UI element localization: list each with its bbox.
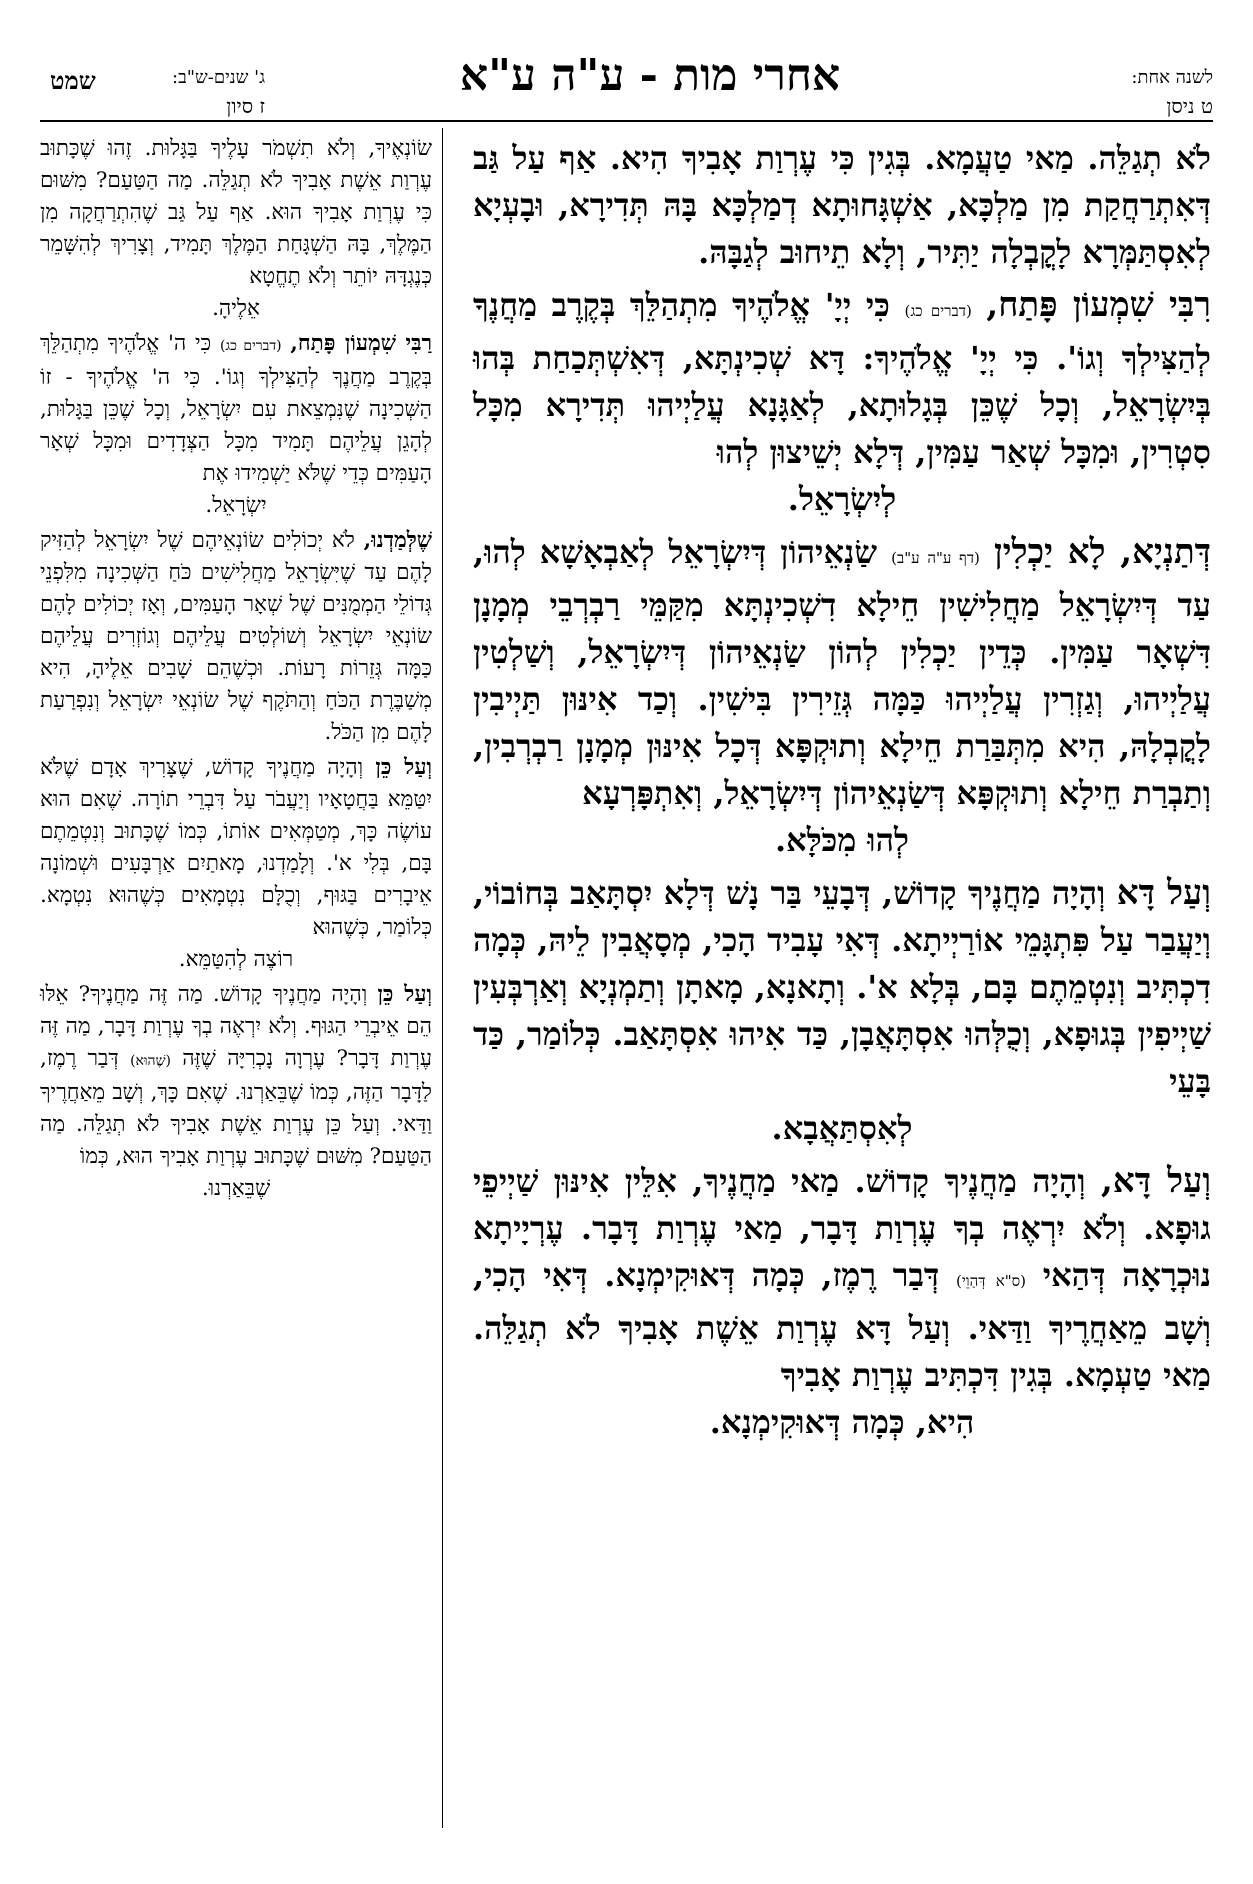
main-paragraph (473, 870, 1211, 1152)
paragraph-opener: דְּתַנְיָא, לָא יַכְלִין (994, 532, 1212, 572)
translation-paragraph (40, 979, 432, 1205)
page-reference: (דף ע"ה ע"ב) (891, 549, 980, 567)
main-text: לֹא תְגַלֵּה. מַאי טַעֲמָא. בְּגִין כִּי עֶרְוַת אָבִיךָ הִיא. אַף עַל גַּב דְּאִתְרַחֲקַת מִן מַלְכָּא, אַשְׁגָּחוּתָא דְמַלְכָּא בָּהּ תְּדִירָא, וּבָעְיָא לְאִסְתַּמְּרָא לָקֳבְלָה יַתִּיר, וְלָא תֵיחוּב לְגַבָּהּ. (473, 139, 1211, 271)
three-year-label: ג' שנים-ש"ב: (172, 67, 266, 88)
main-paragraph (473, 1158, 1211, 1446)
main-text: וְהָיָה מַחֲנֶיךָ קָדוֹשׁ, דְּבָעֵי בַּר נָשׁ דְּלָא יִסְתָּאַב בְּחוֹבוֹי, וְיַעֲבַר עַל פִּתְגָּמֵי אוֹרַיְיתָא. דְּאִי עָבִיד הָכִי, מְסָאֲבִין לֵיהּ, כְּמָה דִכְתִּיב וְנִטְמֵתֶם בָּם, בְּלָא א'. וְתָאנָא, מָאתָן וְתַמְנְיָא וְאַרְבְּעִין שַׁיְיפִין בְּגוּפָא, וְכֻלְּהוּ אִסְתָּאֲבָן, כַּד אִיהוּ אִסְתָּאַב. כְּלוֹמַר, כַּד בָּעֵי (473, 874, 1211, 1100)
translation-paragraph (40, 133, 432, 325)
three-year-date: ז סיון (226, 94, 266, 118)
paragraph-end-line: לְאִסְתַּאֲבָא. (771, 1109, 913, 1147)
header-right (1131, 64, 1213, 120)
translation-paragraph (40, 525, 432, 749)
variant-reference: (שֶׁהוּא) (130, 1053, 171, 1069)
source-reference: (דברים כג) (220, 338, 282, 354)
paragraph-opener: רִבִּי שִׁמְעוֹן פָּתַח, (986, 285, 1211, 325)
main-text: כִּי יְיָ' אֱלֹהֶיךָ מִתְהַלֵּךְ בְּקֶרֶב מַחֲנֶךָ לְהַצִּילְךָ וְגוֹ'. כִּי יְיָ' אֱלֹהֶיךָ: דָּא שְׁכִינְתָּא, דְּאִשְׁתְּכַחַת בְּהוּ בְּיִשְׂרָאֵל, וְכָל שֶׁכֵּן בְּגָלוּתָא, לְאַגָּנָא עֲלַיְיהוּ תְּדִירָא מִכָּל סִטְרִין, וּמִכָּל שְׁאַר עַמִּין, דְּלָא יְשֵׁיצוּן לְהוּ (473, 286, 1212, 471)
translation-text: דְּבַר רֶמֶז, לַדָּבָר הַזֶּה, כְּמוֹ שֶׁבֵּאַרְנוּ. שֶׁאִם כָּךְ, וְשָׁב מֵאַחֲרֶיךָ וַדַּאי. וְעַל כֵּן עֶרְוַת אֵשֶׁת אָבִיךָ לֹא תְגַלֵּה. מַה הַטַּעַם? מִשּׁוּם שֶׁכָּתוּב עֶרְוַת אָבִיךָ הוּא, כְּמוֹ (40, 1046, 432, 1169)
header-rule (40, 120, 1213, 122)
paragraph-end-line: רוֹצֶה לְהִטַּמֵּא. (178, 947, 294, 972)
paragraph-end-line: אֵלֶיהָ. (212, 296, 260, 321)
page-title: אחרי מות - ע"ה ע"א (459, 50, 841, 101)
translation-paragraph (40, 328, 432, 522)
paragraph-opener: וְעַל כֵּן (377, 982, 432, 1007)
paragraph-end-line: לְיִשְׂרָאֵל. (787, 480, 897, 518)
paragraph-end-line: יִשְׂרָאֵל. (205, 493, 267, 518)
paragraph-opener: שֶׁלְּמַדְנוּ, (363, 528, 432, 553)
column-divider (442, 128, 443, 1828)
main-paragraph (473, 135, 1211, 276)
one-year-date: ט ניסן (1166, 94, 1213, 118)
translation-text: לֹא יְכוֹלִים שׂוֹנְאֵיהֶם שֶׁל יִשְׂרָאֵל לְהַזִּיק לָהֶם עַד שֶׁיִּשְׂרָאֵל מַחֲלִישִׁים כֹּחַ הַשְּׁכִינָה מִלִּפְנֵי גְּדוֹלֵי הַמְמֻנִּים שֶׁל שְׁאָר הָעַמִּים, וְאָז יְכוֹלִים לָהֶם שׂוֹנְאֵי יִשְׂרָאֵל וְשׁוֹלְטִים עֲלֵיהֶם וְגוֹזְרִים עֲלֵיהֶם כַּמָּה גְּזֵרוֹת רָעוֹת. וּכְשֶׁהֵם שָׁבִים אֵלֶיהָ, הִיא מְשַׁבֶּרֶת הַכֹּחַ וְהַתֹּקֶף שֶׁל שׂוֹנְאֵי יִשְׂרָאֵל וְנִפְרַעַת לָהֶם מִן הַכֹּל. (40, 528, 432, 745)
main-column (473, 135, 1211, 1452)
main-text: דְּבַר רֶמֶז, כְּמָה דְּאוּקִימְנָא. דְּאִי הָכִי, וְשָׁב מֵאַחֲרֶיךָ וַדַּאי. וְעַל דָּא עֶרְוַת אֵשֶׁת אָבִיךָ לֹא תְגַלֵּה. מַאי טַעְמָא. בְּגִין דִּכְתִּיב עֶרְוַת אָבִיךָ (473, 1256, 1211, 1394)
translation-text: וְהָיָה מַחֲנֶיךָ קָדוֹשׁ. מַה זֶּה מַחֲנֶיךָ? אֵלּוּ הֵם אֵיבְרֵי הַגּוּף. וְלֹא יִרְאֶה בְךָ עֶרְוַת דָּבָר, מַה זֶּה עֶרְוַת דָּבָר? עֶרְוָה נָכְרִיָּה שֶׁזֶּה (40, 982, 433, 1071)
header-left (172, 64, 265, 120)
main-text: וְהָיָה מַחֲנֶיךָ קָדוֹשׁ. מַאי מַחֲנֶיךָ, אִלֵּין אִינּוּן שַׁיְיפֵי גוּפָא. וְלֹא יִרְאֶה בְךָ עֶרְוַת דָּבָר, מַאי עֶרְוַת דָּבָר. עֶרְיָיתָא נוּכְרָאָה דְּהַאי (473, 1162, 1212, 1294)
paragraph-end-line: הִיא, כְּמָה דְּאוּקִימְנָא. (709, 1403, 975, 1441)
paragraph-opener: רַבִּי שִׁמְעוֹן פָּתַח, (290, 331, 433, 356)
page-header (40, 50, 1213, 120)
one-year-label: לשנה אחת: (1131, 67, 1213, 88)
main-text: שַׂנְאֵיהוֹן דְּיִשְׂרָאֵל לְאַבְאָשָׁא לְהוּ, עַד דְּיִשְׂרָאֵל מַחֲלִישִׁין חֵילָא דִשְׁכִינְתָּא מִקַּמֵּי רַבְרְבֵי מְמָנָן דִּשְׁאָר עַמִּין. כְּדֵין יַכְלִין לְהוֹן שַׂנְאֵיהוֹן דְּיִשְׂרָאֵל, וְשַׁלְטִין עֲלַיְיהוּ, וְגַזְרִין עֲלַיְיהוּ כַּמָּה גְּזֵירִין בִּישִׁין. וְכַד אִינּוּן תַּיְיבִין לָקֳבְלָהּ, הִיא מִתְּבַּרַת חֵילָא וְתוּקְפָּא דְּכָל אִינּוּן מְמָנָן רַבְרְבִין, וְתַבְרַת חֵילָא וְתוּקְפָּא דְּשַׂנְאֵיהוֹן דְּיִשְׂרָאֵל, וְאִתְפָּרְעָא (473, 533, 1211, 812)
translation-paragraph (40, 752, 432, 976)
translation-column (40, 133, 432, 1208)
paragraph-opener: וְעַל דָּא, (1101, 1161, 1212, 1201)
source-reference: (דברים כג) (904, 302, 972, 320)
sheet-number: שמט (50, 66, 96, 95)
paragraph-opener: וְעַל כֵּן (375, 755, 432, 780)
translation-text: כִּי ה' אֱלֹהֶיךָ מִתְהַלֵּךְ בְּקֶרֶב מַחֲנֶךָ לְהַצִּילְךָ וְגוֹ'. כִּי ה' אֱלֹהֶיךָ - זוֹ הַשְּׁכִינָה שֶׁנִּמְצֵאת עִם יִשְׂרָאֵל, וְכָל שֶׁכֵּן בַּגָּלוּת, לְהָגֵן עֲלֵיהֶם תָּמִיד מִכָּל הַצְּדָדִים וּמִכָּל שְׁאָר הָעַמִּים כְּדֵי שֶׁלֹּא יַשְׁמִידוּ אֶת (40, 331, 432, 486)
variant-reference: (ס"א דְּהַוֵי) (955, 1272, 1027, 1290)
paragraph-opener: וְעַל דָּא (1116, 873, 1211, 913)
main-paragraph (473, 529, 1211, 864)
main-paragraph (473, 282, 1211, 523)
translation-text: וְהָיָה מַחֲנֶיךָ קָדוֹשׁ, שֶׁצָּרִיךְ אָדָם שֶׁלֹּא יִטַּמֵּא בַּחֲטָאָיו וְיַעֲבֹר עַל דִּבְרֵי תוֹרָה. שֶׁאִם הוּא עוֹשֶׂה כָּךְ, מְטַמְּאִים אוֹתוֹ, כְּמוֹ שֶׁכָּתוּב וְנִטְמֵתֶם בָּם, בְּלִי א'. וְלָמַדְנוּ, מָאתַיִם אַרְבָּעִים וּשְׁמוֹנָה אֵיבָרִים בַּגּוּף, וְכֻלָּם נִטְמָאִים כְּשֶׁהוּא נִטְמָא. כְּלוֹמַר, כְּשֶׁהוּא (40, 755, 432, 940)
translation-text: שׂוֹנְאֶיךָ, וְלֹא תִשְׁמֹר עָלֶיךָ בַּגָּלוּת. זֶהוּ שֶׁכָּתוּב עֶרְוַת אֵשֶׁת אָבִיךָ לֹא תְגַלֵּה. מַה הַטַּעַם? מִשּׁוּם כִּי עֶרְוַת אָבִיךָ הוּא. אַף עַל גַּב שֶׁהִתְרַחֲקָה מִן הַמֶּלֶךְ, בָּהּ הַשְׁגָּחַת הַמֶּלֶךְ תָּמִיד, וְצָרִיךְ לְהִשָּׁמֵר כְּנֶגְדָּהּ יוֹתֵר וְלֹא תֶחֱטָא (40, 136, 432, 289)
paragraph-end-line: לְהוּ מִכֹּלָּא. (775, 821, 909, 859)
paragraph-end-line: שֶׁבֵּאַרְנוּ. (201, 1176, 271, 1201)
